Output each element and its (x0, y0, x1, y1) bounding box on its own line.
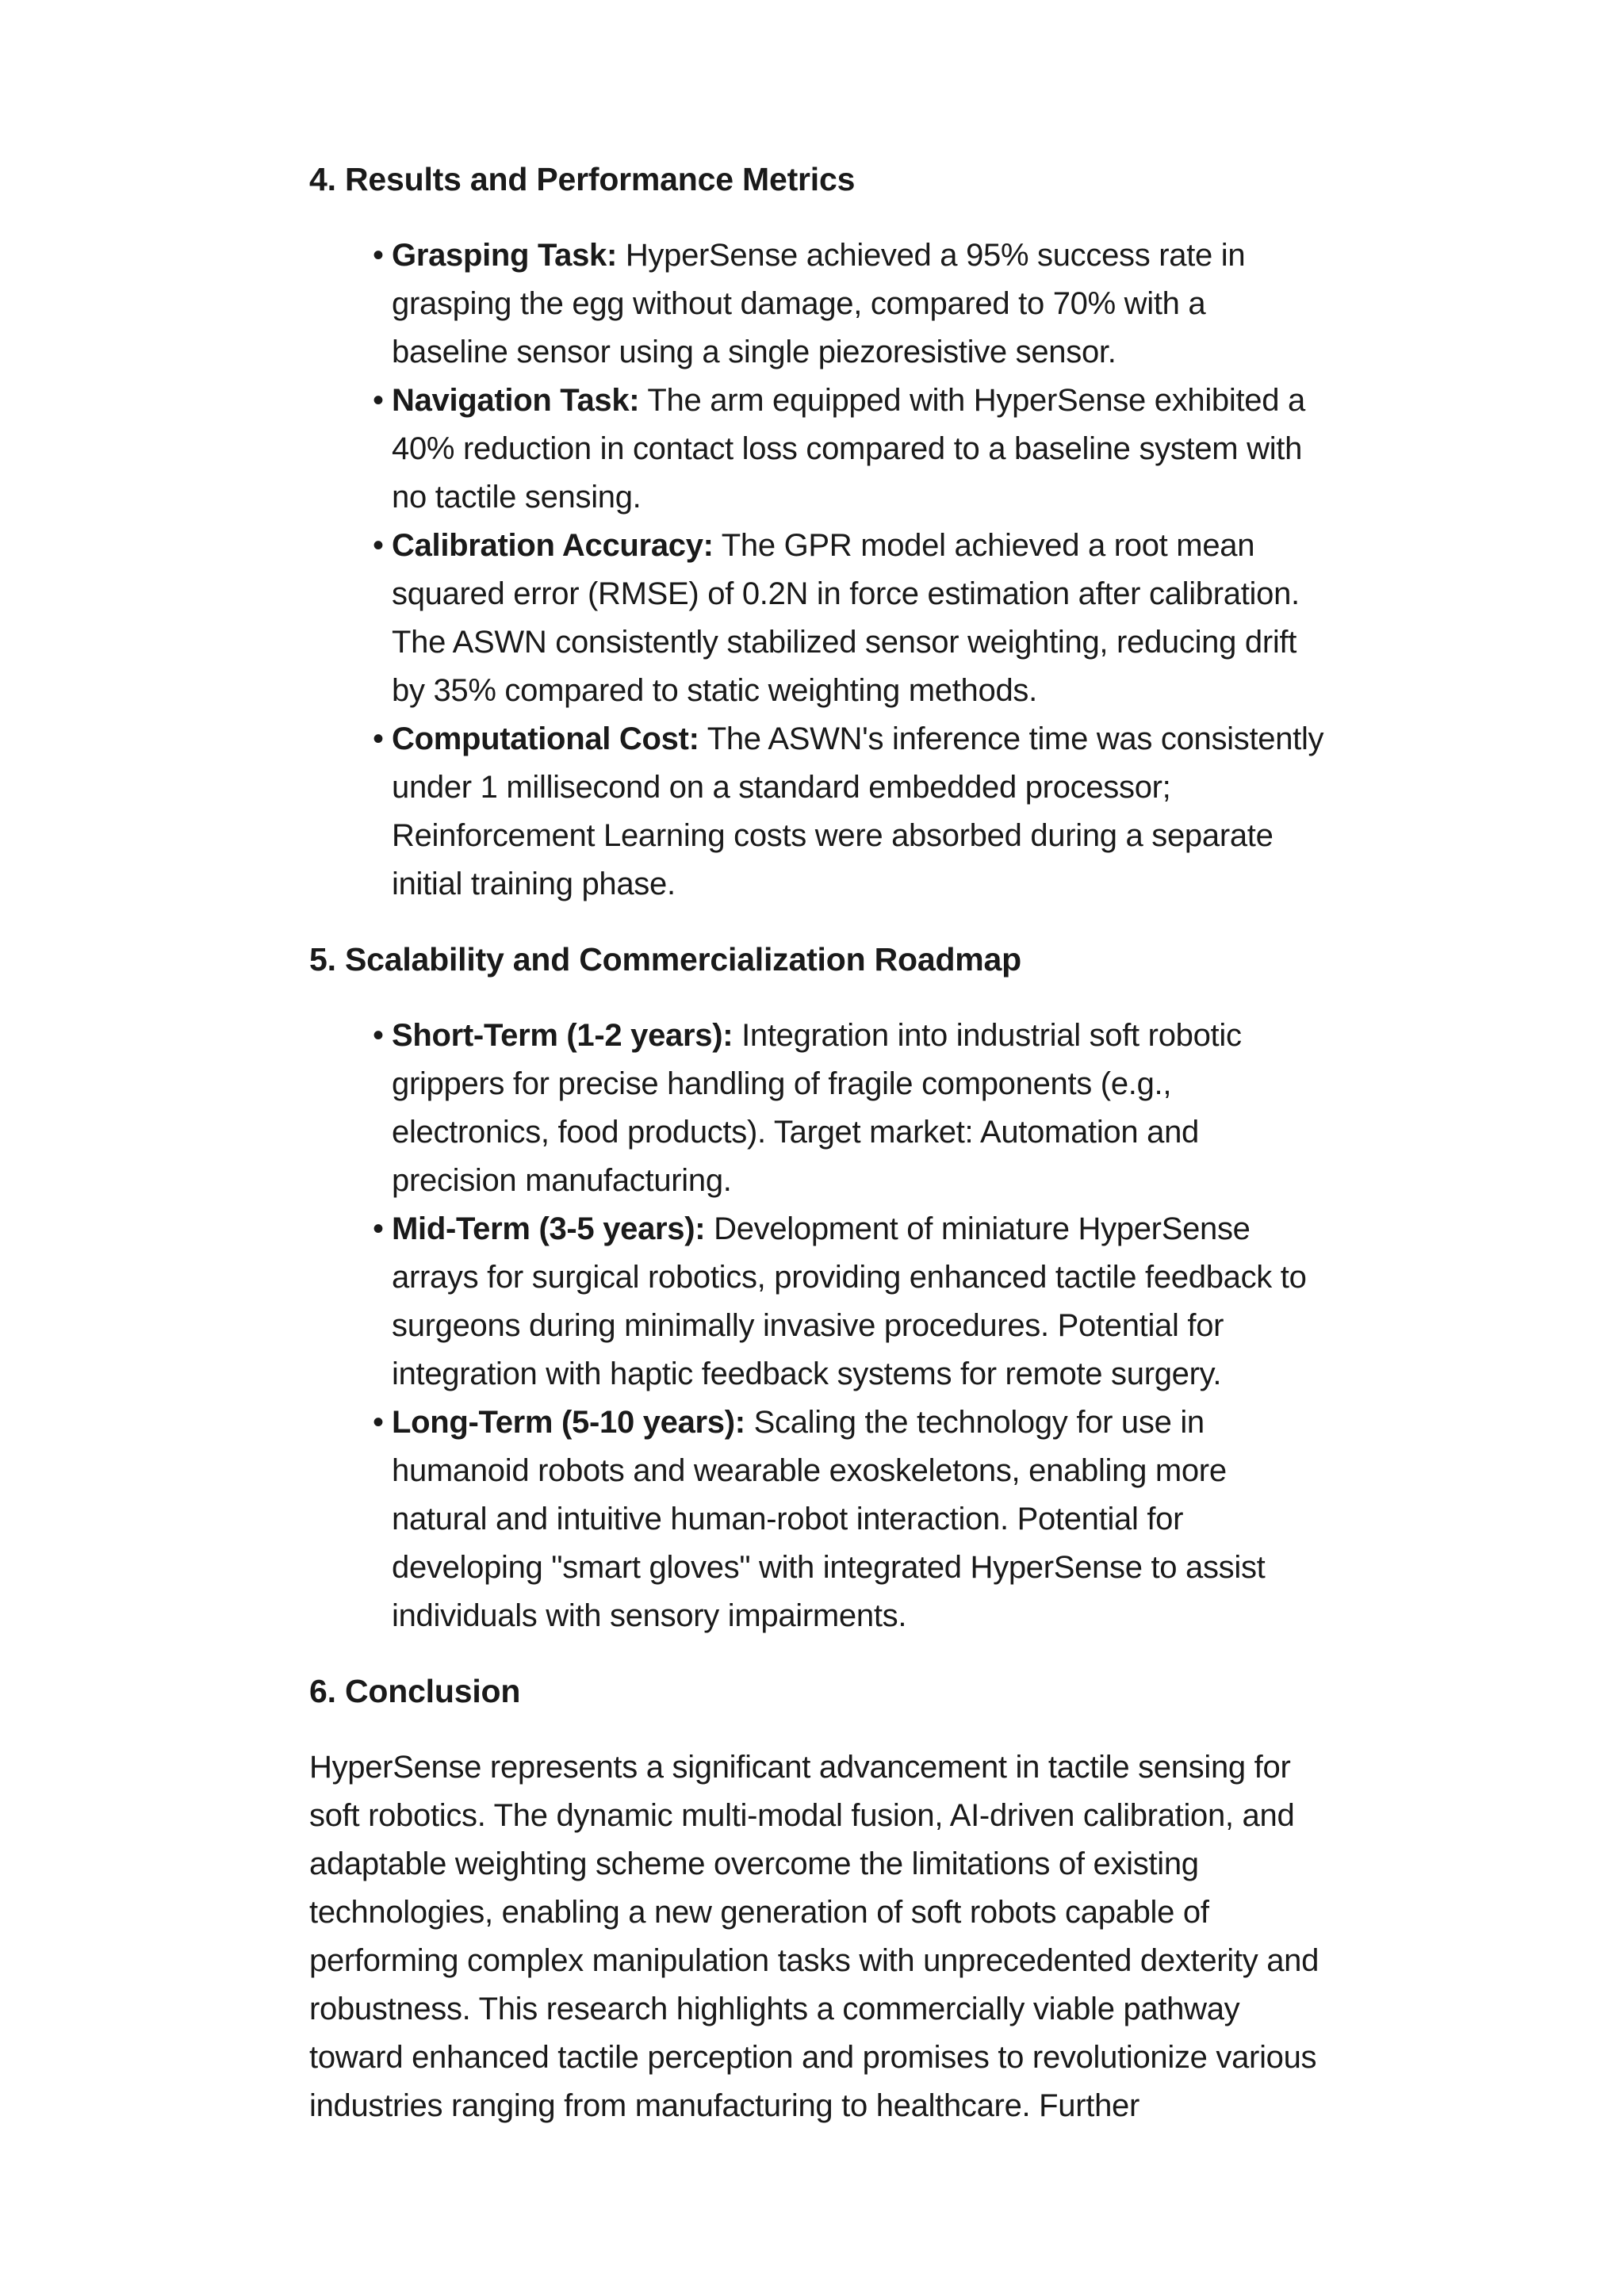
section-conclusion (309, 1667, 1324, 2130)
item-text: Development of miniature HyperSense arrays for surgical robotics, providing enhanced tactile feedback to surgeons during minimally invasive procedures. Potential for integration with haptic feedback systems for remote surgery. (392, 1211, 1307, 1391)
item-term: Mid-Term (3-5 years): (392, 1211, 706, 1246)
list-item (392, 377, 1324, 522)
list-item (392, 715, 1324, 909)
document-page (309, 155, 1324, 2130)
conclusion-paragraph: HyperSense represents a significant advancement in tactile sensing for soft robotics. The dynamic multi-modal fusion, AI-driven calibration, and adaptable weighting scheme overcome the limitations of existing technologies, enabling a new generation of soft robots capable of performing complex manipulation tasks with unprecedented dexterity and robustness. This research highlights a commercially viable pathway toward enhanced tactile perception and promises to revolutionize various industries ranging from manufacturing to healthcare. Further (309, 1750, 1320, 2123)
section-heading: 6. Conclusion (309, 1673, 521, 1709)
item-text: Scaling the technology for use in humanoid robots and wearable exoskeletons, enabling more natural and intuitive human-robot interaction. Potential for developing "smart gloves" with integrated HyperSense to assist individuals with sensory impairments. (392, 1405, 1266, 1633)
item-text: The arm equipped with HyperSense exhibited a 40% reduction in contact loss compared to a baseline system with no tactile sensing. (392, 383, 1305, 515)
item-text: The GPR model achieved a root mean squared error (RMSE) of 0.2N in force estimation after calibration. The ASWN consistently stabilized sensor weighting, reducing drift by 35% compared to static weighting methods. (392, 528, 1300, 708)
item-term: Short-Term (1-2 years): (392, 1018, 733, 1053)
item-term: Long-Term (5-10 years): (392, 1405, 745, 1440)
list-item (392, 232, 1324, 377)
list-item (392, 1205, 1324, 1399)
item-text: The ASWN's inference time was consistently under 1 millisecond on a standard embedded processor; Reinforcement Learning costs were absorbed during a separate initial training phase. (392, 721, 1324, 901)
item-term: Grasping Task: (392, 238, 618, 273)
section-heading: 5. Scalability and Commercialization Roadmap (309, 941, 1022, 978)
roadmap-list (309, 1012, 1324, 1640)
item-text: HyperSense achieved a 95% success rate in grasping the egg without damage, compared to 70% with a baseline sensor using a single piezoresistive sensor. (392, 238, 1246, 369)
item-text: Integration into industrial soft robotic grippers for precise handling of fragile components (e.g., electronics, food products). Target market: Automation and precision manufacturing. (392, 1018, 1242, 1198)
section-results (309, 155, 1324, 909)
item-term: Navigation Task: (392, 383, 640, 418)
section-heading: 4. Results and Performance Metrics (309, 161, 856, 197)
list-item (392, 1399, 1324, 1640)
section-roadmap (309, 936, 1324, 1640)
item-term: Computational Cost: (392, 721, 699, 756)
results-list (309, 232, 1324, 909)
list-item (392, 1012, 1324, 1205)
list-item (392, 522, 1324, 715)
item-term: Calibration Accuracy: (392, 528, 714, 563)
